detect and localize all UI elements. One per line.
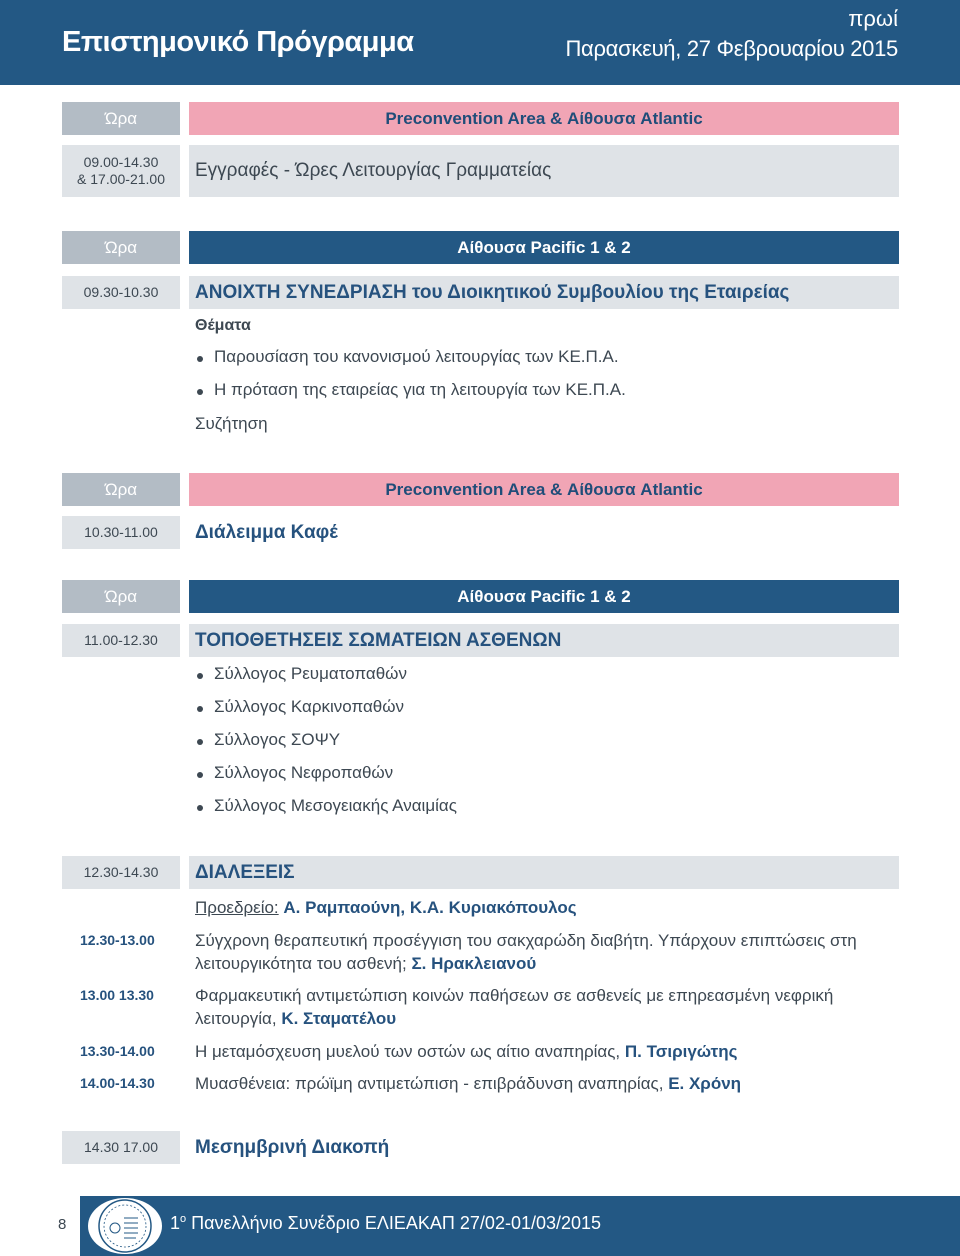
time-cell: 12.30-14.30 bbox=[62, 856, 180, 889]
hour-header: Ώρα bbox=[62, 473, 180, 506]
lecture-text bbox=[195, 984, 895, 1030]
list-item: Σύλλογος Ρευματοπαθών bbox=[214, 664, 407, 683]
list-item: Σύλλογος ΣΟΨΥ bbox=[214, 730, 341, 749]
lecture-title: Φαρμακευτική αντιμετώπιση κοινών παθήσεων σε ασθενείς με επηρεασμένη νεφρική λειτουργία, bbox=[195, 986, 834, 1028]
lecture-speaker: Κ. Σταματέλου bbox=[281, 1009, 397, 1028]
society-logo-icon bbox=[88, 1198, 162, 1254]
session-period: πρωί bbox=[848, 6, 898, 31]
session-title: Μεσημβρινή Διακοπή bbox=[189, 1131, 899, 1164]
time-cell bbox=[62, 145, 180, 197]
session-title: Εγγραφές - Ώρες Λειτουργίας Γραμματείας bbox=[189, 145, 899, 197]
lecture-time: 14.00-14.30 bbox=[80, 1075, 155, 1091]
list-item: Σύλλογος Καρκινοπαθών bbox=[214, 697, 405, 716]
bullet-icon bbox=[197, 389, 203, 395]
congress-title bbox=[170, 1213, 601, 1234]
hour-header: Ώρα bbox=[62, 580, 180, 613]
session-date: Παρασκευή, 27 Φεβρουαρίου 2015 bbox=[565, 36, 898, 61]
bullet-icon bbox=[197, 673, 203, 679]
time-cell: 09.30-10.30 bbox=[62, 276, 180, 309]
congress-name: Πανελλήνιο Συνέδριο ΕΛΙΕΑΚΑΠ 27/02-01/03/2015 bbox=[186, 1213, 602, 1233]
page-header bbox=[0, 0, 960, 85]
congress-ordinal: 1 bbox=[170, 1213, 181, 1233]
discussion-label: Συζήτηση bbox=[195, 414, 268, 433]
lecture-time: 12.30-13.00 bbox=[80, 932, 155, 948]
list-item: Παρουσίαση του κανονισμού λειτουργίας των ΚΕ.Π.Α. bbox=[214, 347, 619, 366]
lecture-text bbox=[195, 929, 895, 975]
room-header: Preconvention Area & Αίθουσα Atlantic bbox=[189, 102, 899, 135]
session-title: ΑΝΟΙΧΤΗ ΣΥΝΕΔΡΙΑΣΗ του Διοικητικού Συμβουλίου της Εταιρείας bbox=[189, 276, 899, 309]
page-title: Επιστημονικό Πρόγραμμα bbox=[62, 26, 414, 58]
bullet-icon bbox=[197, 739, 203, 745]
chair-names: Α. Ραμπαούνη, Κ.Α. Κυριακόπουλος bbox=[283, 898, 577, 917]
lecture-title: Η μεταμόσχευση μυελού των οστών ως αίτιο αναπηρίας, bbox=[195, 1042, 621, 1061]
session-title: Διάλειμμα Καφέ bbox=[189, 516, 899, 549]
time-cell: 11.00-12.30 bbox=[62, 624, 180, 657]
time-line: & 17.00-21.00 bbox=[77, 171, 165, 187]
list-item: Σύλλογος Μεσογειακής Αναιμίας bbox=[214, 796, 457, 815]
lecture-time: 13.00 13.30 bbox=[80, 987, 154, 1003]
lecture-title: Σύγχρονη θεραπευτική προσέγγιση του σακχαρώδη διαβήτη. Υπάρχουν επιπτώσεις στη λειτουργικότητα του ασθενή; bbox=[195, 931, 857, 973]
list-item: Σύλλογος Νεφροπαθών bbox=[214, 763, 394, 782]
lecture-text bbox=[195, 1072, 895, 1095]
lecture-speaker: Π. Τσιριγώτης bbox=[624, 1042, 738, 1061]
lecture-title: Μυασθένεια: πρώϊμη αντιμετώπιση - επιβράδυνση αναπηρίας, bbox=[195, 1074, 664, 1093]
room-header: Αίθουσα Pacific 1 & 2 bbox=[189, 580, 899, 613]
page-number: 8 bbox=[58, 1216, 67, 1233]
bullet-icon bbox=[197, 356, 203, 362]
chair-line bbox=[195, 898, 577, 918]
page-footer bbox=[0, 1196, 960, 1256]
lecture-time: 13.30-14.00 bbox=[80, 1043, 155, 1059]
room-header: Preconvention Area & Αίθουσα Atlantic bbox=[189, 473, 899, 506]
lecture-text bbox=[195, 1040, 895, 1063]
hour-header: Ώρα bbox=[62, 231, 180, 264]
time-cell: 10.30-11.00 bbox=[62, 516, 180, 549]
lecture-speaker: Ε. Χρόνη bbox=[668, 1074, 742, 1093]
lecture-speaker: Σ. Ηρακλειανού bbox=[411, 954, 537, 973]
session-title: ΤΟΠΟΘΕΤΗΣΕΙΣ ΣΩΜΑΤΕΙΩΝ ΑΣΘΕΝΩΝ bbox=[189, 624, 899, 657]
page-number-box bbox=[0, 1196, 80, 1256]
topics-label: Θέματα bbox=[195, 317, 251, 334]
chair-label: Προεδρείο: bbox=[195, 898, 279, 917]
room-header: Αίθουσα Pacific 1 & 2 bbox=[189, 231, 899, 264]
time-cell: 14.30 17.00 bbox=[62, 1131, 180, 1164]
bullet-icon bbox=[197, 805, 203, 811]
list-item: Η πρόταση της εταιρείας για τη λειτουργία των ΚΕ.Π.Α. bbox=[214, 380, 626, 399]
hour-header: Ώρα bbox=[62, 102, 180, 135]
session-title: ΔΙΑΛΕΞΕΙΣ bbox=[189, 856, 899, 889]
time-line: 09.00-14.30 bbox=[83, 154, 159, 170]
congress-ordinal-suffix: ο bbox=[180, 1213, 187, 1225]
bullet-icon bbox=[197, 772, 203, 778]
bullet-icon bbox=[197, 706, 203, 712]
